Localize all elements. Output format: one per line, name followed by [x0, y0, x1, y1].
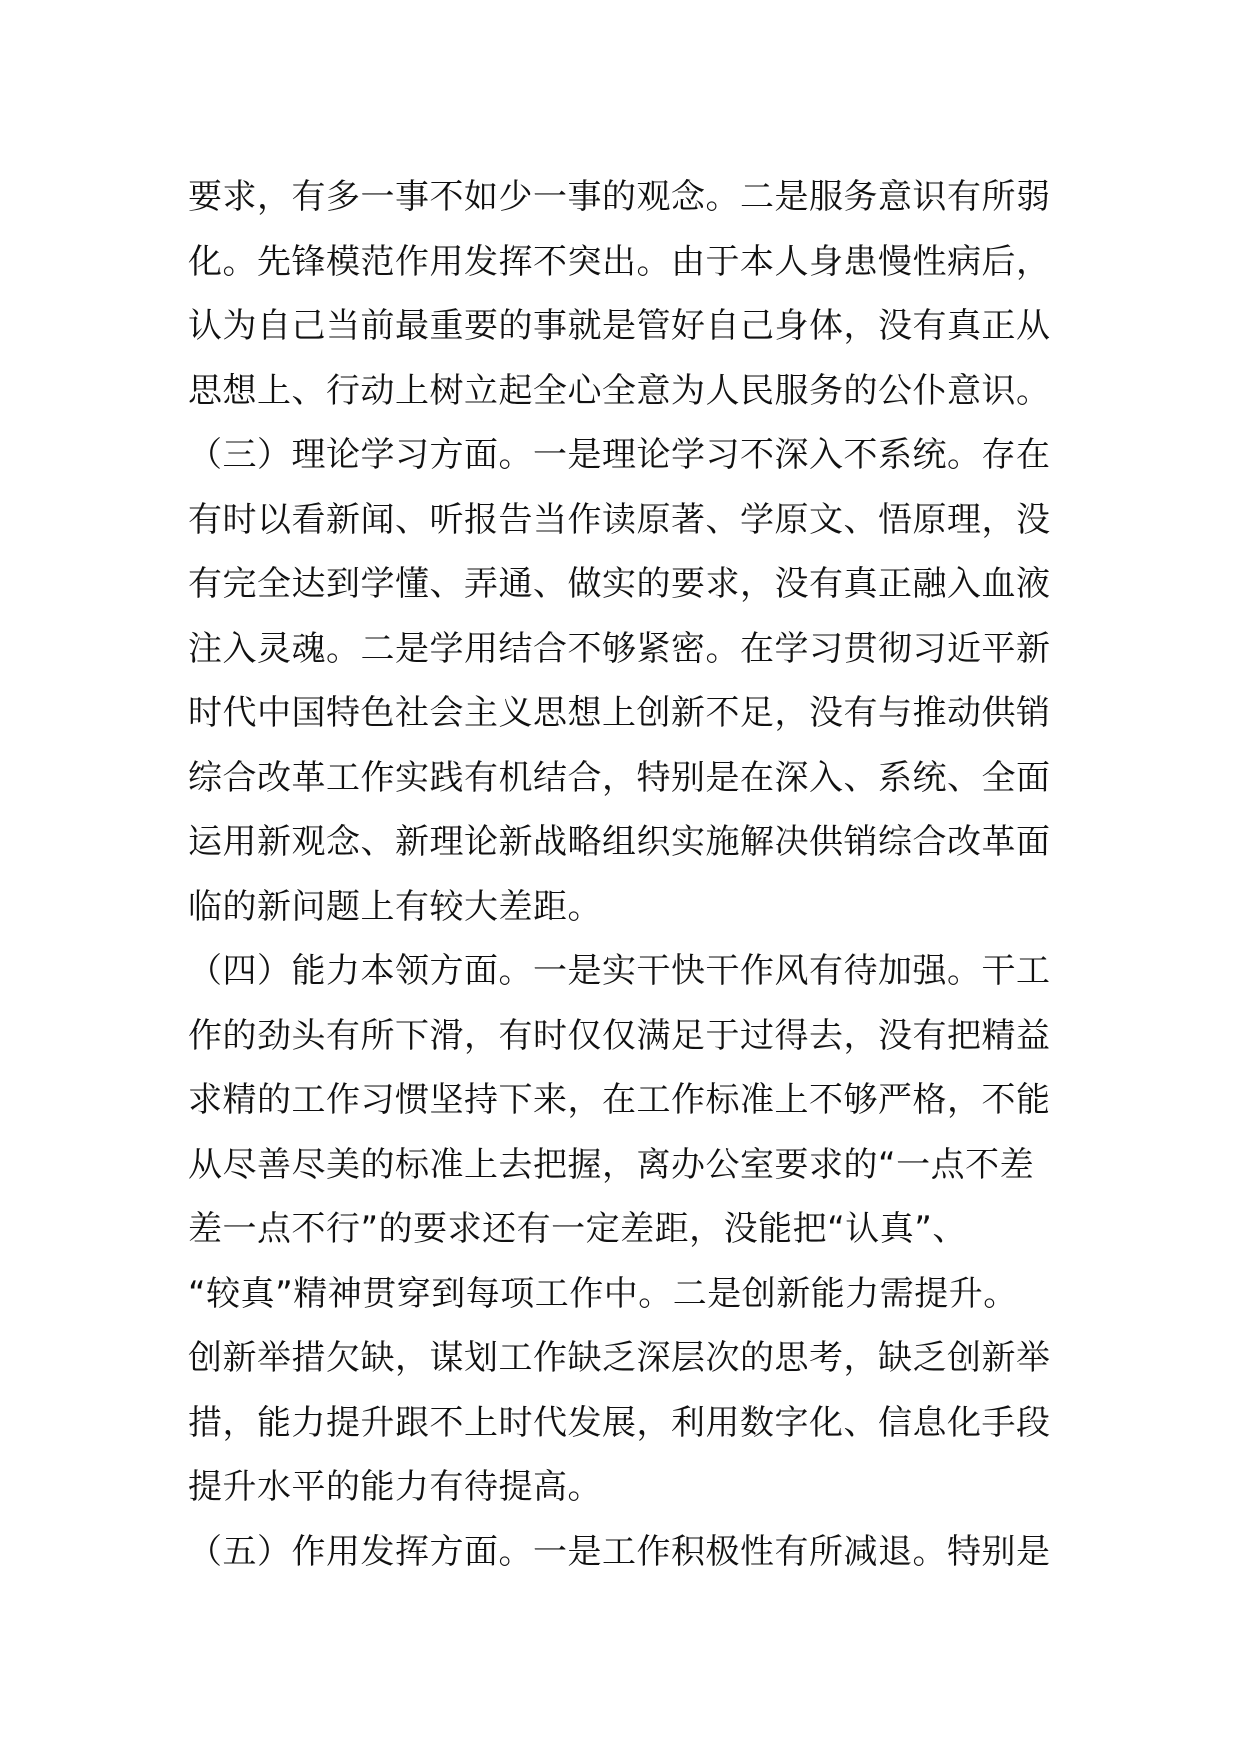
text-line: 要求，有多一事不如少一事的观念。二是服务意识有所弱 [188, 177, 1051, 217]
text-line: 临的新问题上有较大差距。 [188, 886, 602, 927]
section-heading-line: （四）能力本领方面。一是实干快干作风有待加强。干工 [188, 951, 1051, 991]
text-line: 化。先锋模范作用发挥不突出。由于本人身患慢性病后， [188, 241, 1051, 282]
text-line: 差一点不行”的要求还有一定差距，没能把“认真”、 [188, 1209, 967, 1249]
text-line: 创新举措欠缺，谋划工作缺乏深层次的思考，缺乏创新举 [188, 1338, 1051, 1378]
text-line: 从尽善尽美的标准上去把握，离办公室要求的“一点不差 [188, 1144, 1035, 1185]
text-line: 求精的工作习惯坚持下来，在工作标准上不够严格，不能 [188, 1080, 1051, 1120]
text-line: 有时以看新闻、听报告当作读原著、学原文、悟原理，没 [188, 499, 1051, 540]
section-heading-line: （五）作用发挥方面。一是工作积极性有所减退。特别是 [188, 1531, 1051, 1572]
text-line: 作的劲头有所下滑，有时仅仅满足于过得去，没有把精益 [188, 1015, 1051, 1056]
body-text [188, 165, 1068, 1584]
text-line: 有完全达到学懂、弄通、做实的要求，没有真正融入血液 [188, 564, 1051, 604]
text-line: 运用新观念、新理论新战略组织实施解决供销综合改革面 [188, 822, 1051, 862]
section-heading-line: （三）理论学习方面。一是理论学习不深入不系统。存在 [188, 435, 1051, 475]
text-line: 措，能力提升跟不上时代发展，利用数字化、信息化手段 [188, 1402, 1051, 1443]
text-line: 思想上、行动上树立起全心全意为人民服务的公仆意识。 [188, 370, 1051, 411]
text-line: 时代中国特色社会主义思想上创新不足，没有与推动供销 [188, 693, 1051, 733]
text-line: “较真”精神贯穿到每项工作中。二是创新能力需提升。 [188, 1273, 1018, 1314]
text-line: 综合改革工作实践有机结合，特别是在深入、系统、全面 [188, 757, 1051, 798]
text-line: 认为自己当前最重要的事就是管好自己身体，没有真正从 [188, 306, 1051, 346]
text-line: 提升水平的能力有待提高。 [188, 1467, 602, 1507]
text-line: 注入灵魂。二是学用结合不够紧密。在学习贯彻习近平新 [188, 628, 1051, 669]
